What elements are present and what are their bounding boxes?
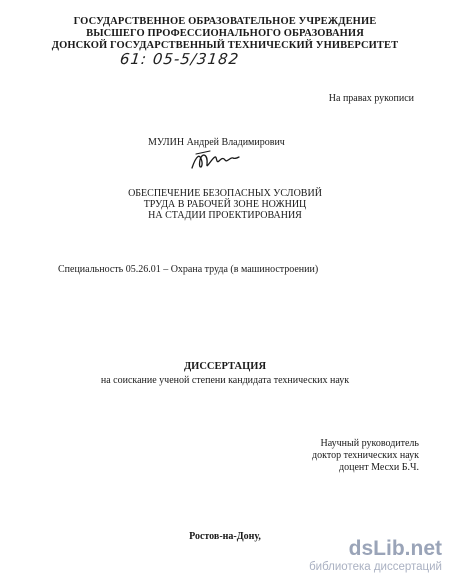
supervisor-line: Научный руководитель bbox=[320, 438, 419, 449]
supervisor-line: доцент Месхи Б.Ч. bbox=[339, 462, 419, 473]
watermark-subtitle: библиотека диссертаций bbox=[309, 561, 442, 573]
institution-line: ГОСУДАРСТВЕННОЕ ОБРАЗОВАТЕЛЬНОЕ УЧРЕЖДЕНИЕ bbox=[73, 16, 377, 27]
title-line: НА СТАДИИ ПРОЕКТИРОВАНИЯ bbox=[148, 210, 302, 221]
supervisor-block bbox=[312, 438, 419, 474]
institution-line: ДОНСКОЙ ГОСУДАРСТВЕННЫЙ ТЕХНИЧЕСКИЙ УНИВЕРСИТЕТ bbox=[51, 40, 399, 51]
title-line: ТРУДА В РАБОЧЕЙ ЗОНЕ НОЖНИЦ bbox=[143, 199, 307, 210]
institution-line: ВЫСШЕГО ПРОФЕССИОНАЛЬНОГО ОБРАЗОВАНИЯ bbox=[86, 28, 364, 39]
supervisor-line: доктор технических наук bbox=[312, 450, 419, 461]
author-name: МУЛИН Андрей Владимирович bbox=[148, 137, 285, 148]
degree-line: на соискание ученой степени кандидата технических наук bbox=[100, 375, 350, 386]
rights-note: На правах рукописи bbox=[328, 93, 414, 104]
institution-header bbox=[0, 16, 450, 52]
watermark-brand: dsLib.net bbox=[348, 537, 442, 560]
dissertation-title bbox=[0, 188, 450, 221]
dslib-watermark bbox=[309, 538, 442, 574]
title-line: ОБЕСПЕЧЕНИЕ БЕЗОПАСНЫХ УСЛОВИЙ bbox=[128, 188, 322, 199]
handwritten-archive-code: 61: 05-5/3182 bbox=[119, 50, 241, 68]
specialty-line: Специальность 05.26.01 – Охрана труда (в машиностроении) bbox=[58, 264, 319, 275]
city-line: Ростов-на-Дону, bbox=[189, 531, 261, 542]
author-signature bbox=[190, 148, 240, 174]
dissertation-label: ДИССЕРТАЦИЯ bbox=[183, 361, 267, 372]
